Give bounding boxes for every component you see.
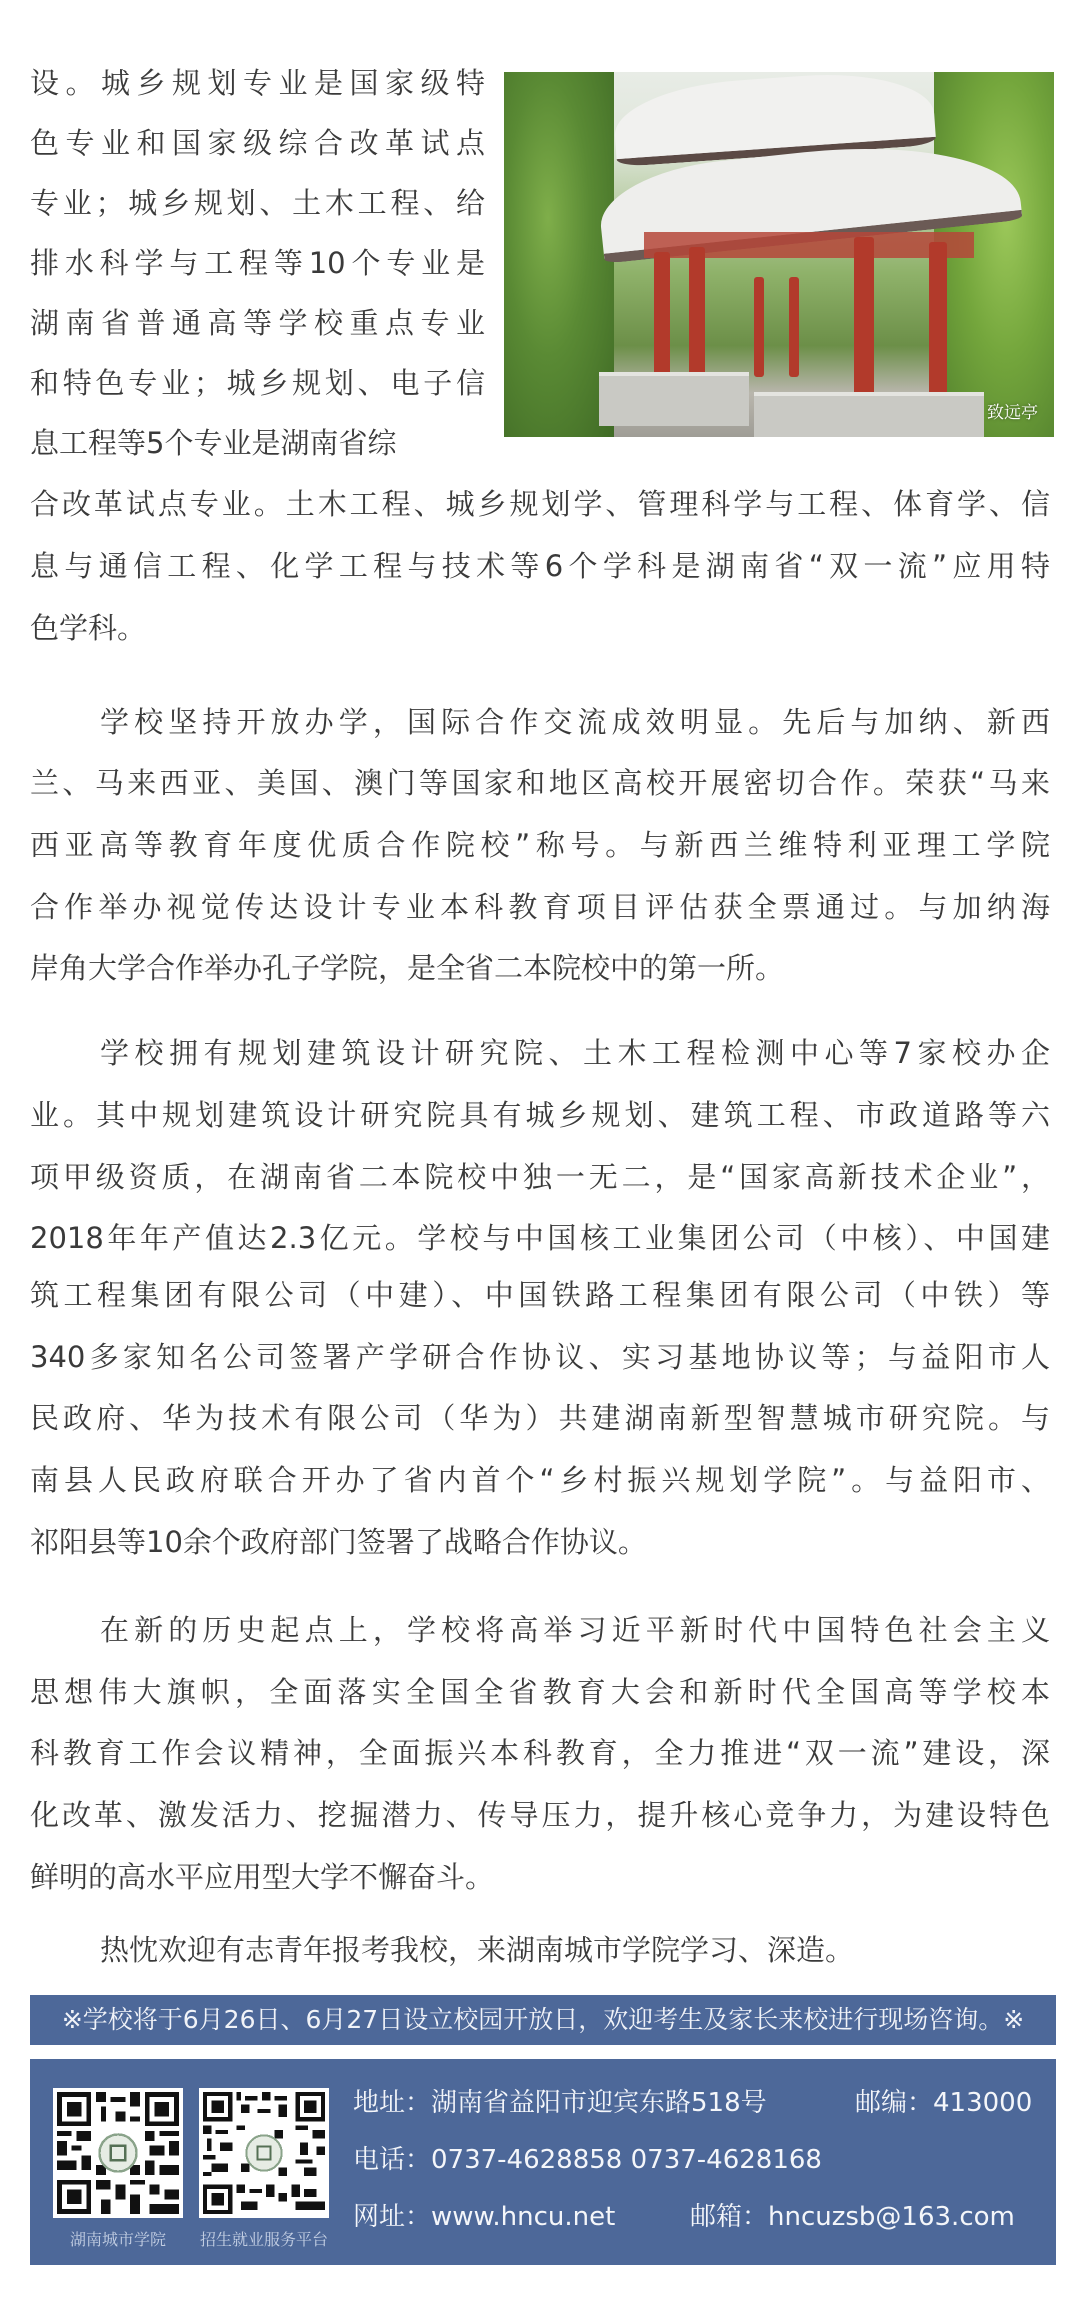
website-link[interactable]: 网址：www.hncu.net: [353, 2202, 616, 2232]
text-line: 业。其中规划建筑设计研究院具有城乡规划、建筑工程、市政道路等六: [30, 1098, 1050, 1132]
text-line: 化改革、激发活力、挖掘潜力、传导压力，提升核心竞争力，为建设特色: [30, 1798, 1050, 1832]
open-day-banner: ※学校将于6月26日、6月27日设立校园开放日，欢迎考生及家长来校进行现场咨询。※: [30, 1995, 1056, 2045]
pavilion-bench: [754, 392, 984, 437]
text-line: 和特色专业；城乡规划、电子信: [30, 366, 485, 400]
pavilion-pillar: [754, 277, 764, 377]
text-line: 岸角大学合作举办孔子学院，是全省二本院校中的第一所。: [30, 951, 785, 985]
text-line: 息工程等5个专业是湖南省综: [30, 426, 397, 460]
text-line: 排水科学与工程等10个专业是: [30, 246, 485, 280]
pavilion-pillar: [929, 242, 947, 412]
text-line: 民政府、华为技术有限公司（华为）共建湖南新型智慧城市研究院。与: [30, 1401, 1050, 1435]
text-line: 祁阳县等10余个政府部门签署了战略合作协议。: [30, 1525, 647, 1559]
pavilion-bench: [599, 372, 749, 426]
text-line: 南县人民政府联合开办了省内首个“乡村振兴规划学院”。与益阳市、: [30, 1463, 1050, 1497]
contact-info-box: [30, 2059, 1056, 2265]
postcode-text: 邮编：413000: [855, 2088, 1033, 2118]
qr-code-school-icon[interactable]: [53, 2088, 183, 2218]
text-line: 色专业和国家级综合改革试点: [30, 126, 485, 160]
pavilion-pillar: [854, 237, 874, 412]
photo-caption: 致远亭: [987, 403, 1038, 423]
phone-text: 电话：0737-4628858 0737-4628168: [353, 2145, 822, 2175]
text-line: 合改革试点专业。土木工程、城乡规划学、管理科学与工程、体育学、信: [30, 487, 1050, 521]
text-line: 2018年年产值达2.3亿元。学校与中国核工业集团公司（中核）、中国建: [30, 1221, 1050, 1255]
text-line: 学校坚持开放办学，国际合作交流成效明显。先后与加纳、新西: [100, 705, 1050, 739]
text-line: 项甲级资质，在湖南省二本院校中独一无二，是“国家高新技术企业”，: [30, 1160, 1050, 1194]
text-line: 科教育工作会议精神，全面振兴本科教育，全力推进“双一流”建设，深: [30, 1736, 1050, 1770]
qr-code-admissions-icon[interactable]: [199, 2088, 329, 2218]
closing-invitation: 热忱欢迎有志青年报考我校，来湖南城市学院学习、深造。: [100, 1933, 855, 1967]
text-line: 西亚高等教育年度优质合作院校”称号。与新西兰维特利亚理工学院: [30, 828, 1050, 862]
text-line: 思想伟大旗帜，全面落实全国全省教育大会和新时代全国高等学校本: [30, 1675, 1050, 1709]
text-line: 湖南省普通高等学校重点专业: [30, 306, 485, 340]
text-line: 合作举办视觉传达设计专业本科教育项目评估获全票通过。与加纳海: [30, 890, 1050, 924]
text-line: 鲜明的高水平应用型大学不懈奋斗。: [30, 1860, 495, 1894]
qr-label-admissions: 招生就业服务平台: [199, 2230, 328, 2249]
text-line: 兰、马来西亚、美国、澳门等国家和地区高校开展密切合作。荣获“马来: [30, 766, 1050, 800]
address-text: 地址：湖南省益阳市迎宾东路518号: [353, 2088, 767, 2118]
pavilion-pillar: [789, 277, 799, 377]
text-line: 设。城乡规划专业是国家级特: [30, 66, 485, 100]
text-line: 息与通信工程、化学工程与技术等6个学科是湖南省“双一流”应用特: [30, 549, 1050, 583]
text-line: 筑工程集团有限公司（中建）、中国铁路工程集团有限公司（中铁）等: [30, 1278, 1050, 1312]
pavilion-photo: [504, 72, 1054, 437]
qr-label-school: 湖南城市学院: [69, 2230, 166, 2249]
text-line: 色学科。: [30, 611, 147, 645]
tree-foliage-left: [504, 72, 614, 437]
text-line: 在新的历史起点上，学校将高举习近平新时代中国特色社会主义: [100, 1613, 1050, 1647]
text-line: 专业；城乡规划、土木工程、给: [30, 186, 485, 220]
text-line: 学校拥有规划建筑设计研究院、土木工程检测中心等7家校办企: [100, 1036, 1050, 1070]
text-line: 340多家知名公司签署产学研合作协议、实习基地协议等；与益阳市人: [30, 1340, 1050, 1374]
email-link[interactable]: 邮箱：hncuzsb@163.com: [690, 2202, 1015, 2232]
